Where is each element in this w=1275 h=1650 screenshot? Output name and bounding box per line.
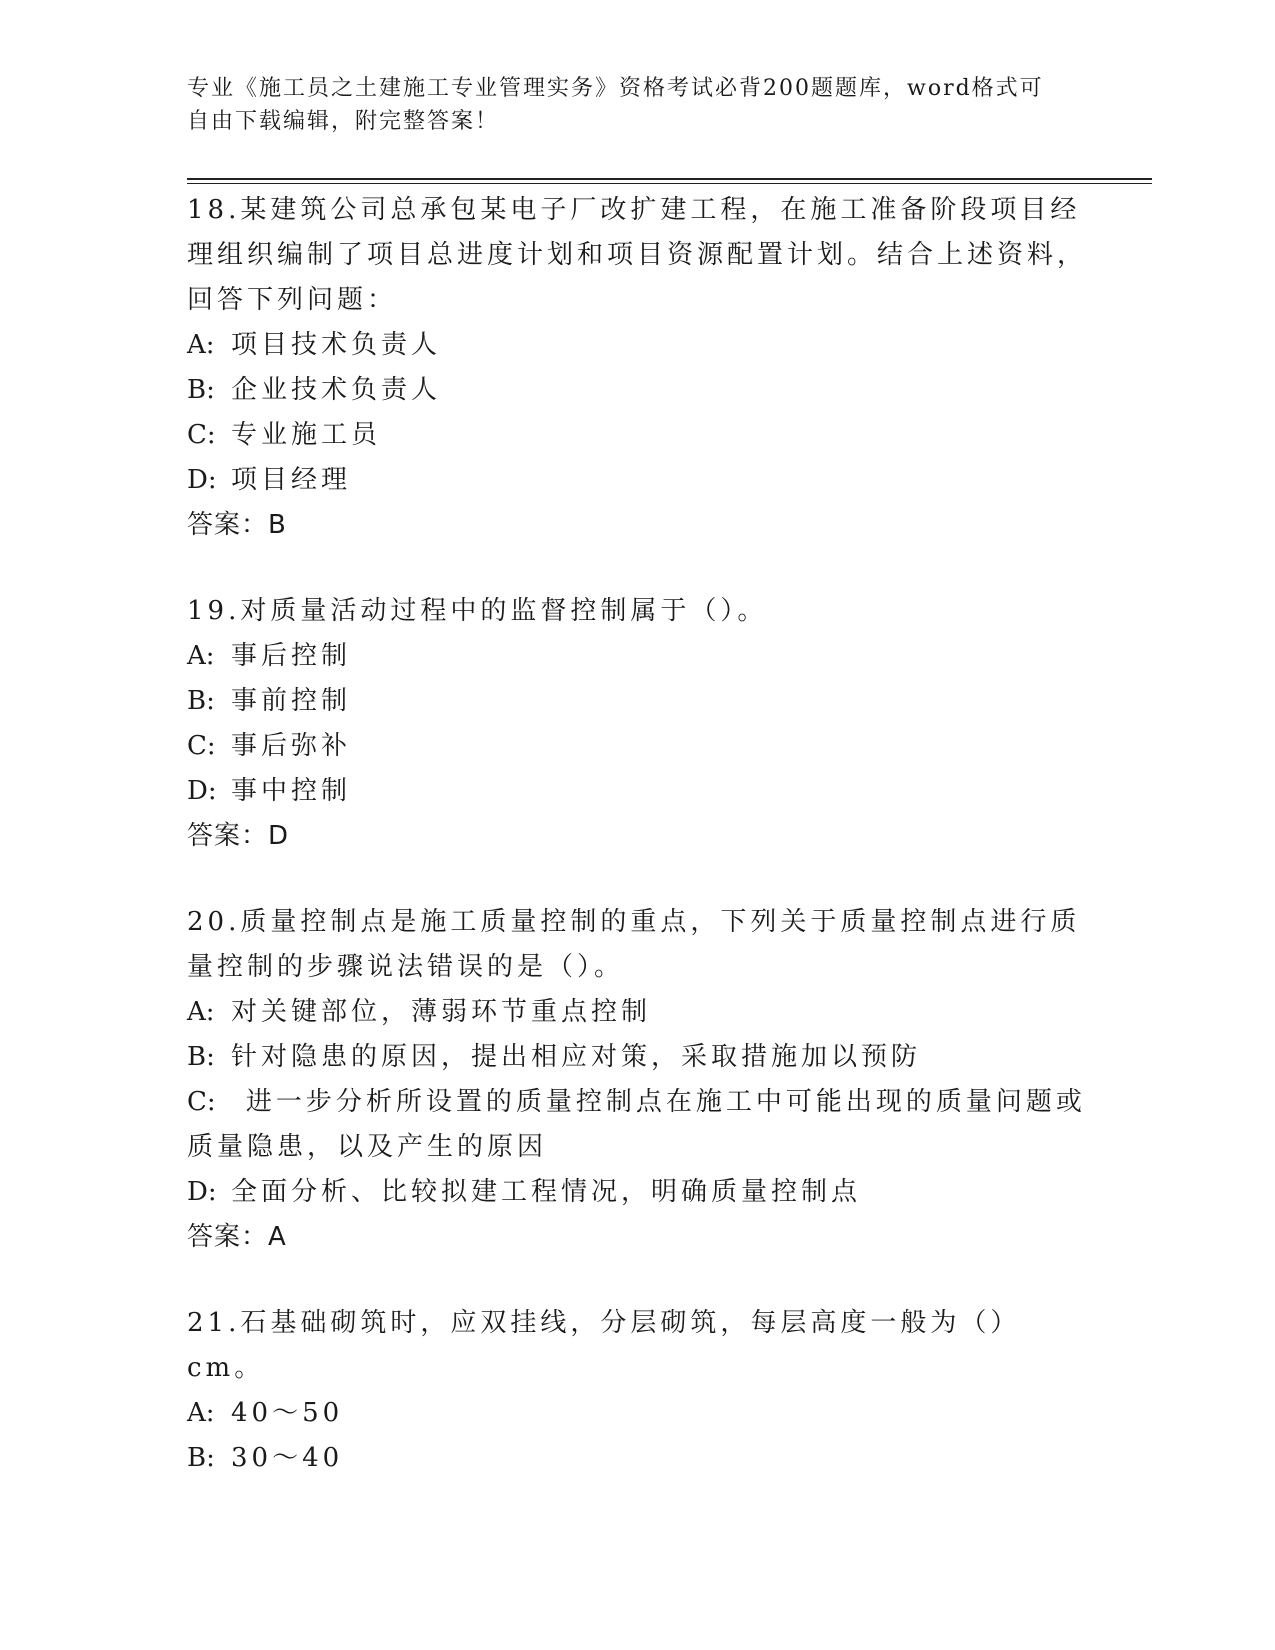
option-text: 对关键部位，薄弱环节重点控制	[231, 997, 652, 1027]
option-letter: B:	[187, 1042, 215, 1072]
option-a	[187, 1391, 1087, 1436]
option-letter: B:	[187, 375, 215, 405]
option-text: 事后控制	[231, 641, 352, 671]
option-letter: D:	[187, 465, 217, 495]
header-divider-thick	[187, 178, 1152, 180]
question-20	[187, 900, 1087, 1260]
question-stem: 19.对质量活动过程中的监督控制属于（）。	[187, 596, 768, 626]
option-text: 进一步分析所设置的质量控制点在施工中可能出现的质量问题或质量隐患，以及产生的原因	[187, 1087, 1086, 1162]
option-text: 30～40	[231, 1443, 344, 1473]
answer-line: 答案：D	[187, 821, 290, 851]
option-text: 40～50	[231, 1398, 344, 1428]
option-letter: A:	[187, 330, 215, 360]
option-b	[187, 1436, 1087, 1481]
question-stem: 20.质量控制点是施工质量控制的重点，下列关于质量控制点进行质量控制的步骤说法错误的是（）。	[187, 907, 1081, 982]
option-text: 事中控制	[231, 776, 352, 806]
option-d	[187, 458, 1087, 503]
question-list	[187, 188, 1087, 1522]
option-c	[187, 1080, 1087, 1170]
option-letter: C:	[187, 420, 216, 450]
option-text: 企业技术负责人	[231, 375, 442, 405]
option-letter: B:	[187, 1443, 215, 1473]
option-letter: B:	[187, 686, 215, 716]
option-text: 专业施工员	[231, 420, 382, 450]
option-text: 项目经理	[231, 465, 352, 495]
question-19	[187, 589, 1087, 859]
option-d	[187, 1170, 1087, 1215]
option-a	[187, 634, 1087, 679]
header-line-1: 专业《施工员之土建施工专业管理实务》资格考试必背200题题库，word格式可	[187, 76, 1044, 101]
option-c	[187, 724, 1087, 769]
option-letter: D:	[187, 776, 217, 806]
document-header	[187, 72, 1067, 138]
option-text: 项目技术负责人	[231, 330, 442, 360]
question-21	[187, 1301, 1087, 1481]
option-letter: A:	[187, 641, 215, 671]
option-c	[187, 413, 1087, 458]
option-text: 事前控制	[231, 686, 352, 716]
question-stem: 21.石基础砌筑时，应双挂线，分层砌筑，每层高度一般为（）cm。	[187, 1308, 1021, 1383]
option-b	[187, 679, 1087, 724]
option-a	[187, 990, 1087, 1035]
option-b	[187, 368, 1087, 413]
option-letter: C:	[187, 1087, 216, 1117]
header-divider-thin	[187, 183, 1152, 184]
question-18	[187, 188, 1087, 548]
question-stem: 18.某建筑公司总承包某电子厂改扩建工程，在施工准备阶段项目经理组织编制了项目总进度计划和项目资源配置计划。结合上述资料，回答下列问题：	[187, 195, 1088, 315]
option-letter: C:	[187, 731, 216, 761]
option-text: 针对隐患的原因，提出相应对策，采取措施加以预防	[231, 1042, 922, 1072]
option-letter: A:	[187, 997, 215, 1027]
option-b	[187, 1035, 1087, 1080]
answer-line: 答案：B	[187, 510, 287, 540]
option-letter: D:	[187, 1177, 217, 1207]
answer-line: 答案：A	[187, 1222, 287, 1252]
option-text: 全面分析、比较拟建工程情况，明确质量控制点	[231, 1177, 862, 1207]
option-text: 事后弥补	[231, 731, 352, 761]
header-line-2: 自由下载编辑，附完整答案！	[187, 109, 500, 134]
option-letter: A:	[187, 1398, 215, 1428]
option-d	[187, 769, 1087, 814]
option-a	[187, 323, 1087, 368]
